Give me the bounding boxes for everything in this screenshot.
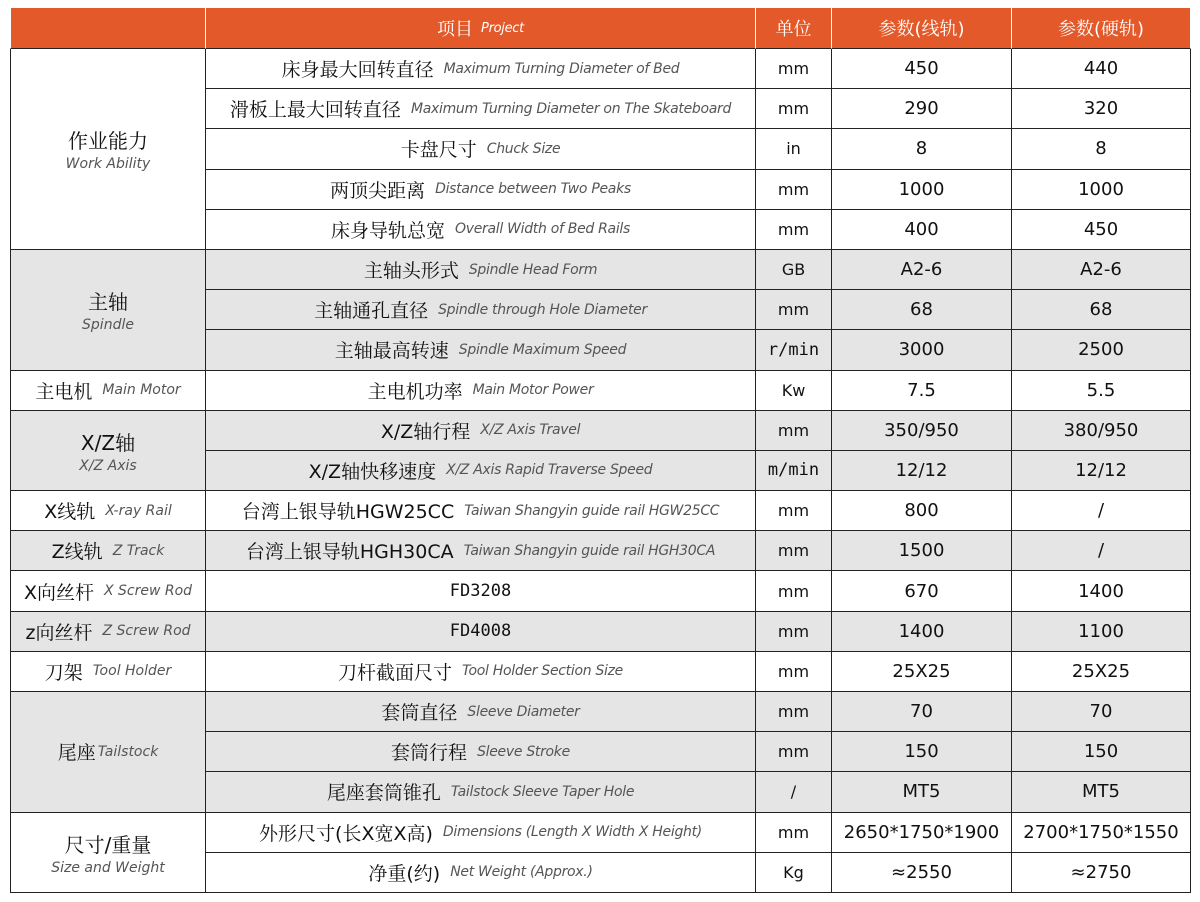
unit-cell: mm	[756, 652, 832, 692]
item-en: Maximum Turning Diameter on The Skateboard	[410, 100, 732, 117]
header-project	[206, 8, 756, 49]
param-hard-cell: 440	[1012, 49, 1191, 89]
param-linear-cell: 70	[832, 692, 1012, 732]
item-cell	[206, 49, 756, 89]
item-en: X/Z Axis Travel	[480, 422, 581, 439]
param-linear-cell: ≈2550	[832, 853, 1012, 893]
header-unit: 单位	[756, 8, 832, 49]
item-en: Spindle through Hole Diameter	[438, 301, 647, 318]
unit-cell: /	[756, 772, 832, 812]
param-linear-cell: 68	[832, 290, 1012, 330]
param-hard-cell: 12/12	[1012, 451, 1191, 491]
group-cn: 主轴	[88, 290, 128, 315]
item-en: Distance between Two Peaks	[435, 181, 631, 198]
header-project-en: Project	[481, 20, 524, 36]
group-cn: 刀架	[44, 661, 83, 684]
group-cn: 尾座	[57, 742, 96, 765]
param-hard-cell: ≈2750	[1012, 853, 1191, 893]
group-cn: 作业能力	[68, 129, 148, 154]
item-cell	[206, 652, 756, 692]
item-en: Sleeve Diameter	[467, 703, 580, 720]
param-linear-cell: 3000	[832, 330, 1012, 370]
param-hard-cell: 25X25	[1012, 652, 1191, 692]
param-linear-cell: 1500	[832, 531, 1012, 571]
param-linear-cell: 290	[832, 89, 1012, 129]
item-cn: 主电机功率	[367, 380, 463, 403]
item-cell	[206, 129, 756, 169]
param-hard-cell: 68	[1012, 290, 1191, 330]
unit-cell: mm	[756, 531, 832, 571]
item-cell	[206, 290, 756, 330]
param-linear-cell: 2650*1750*1900	[832, 813, 1012, 853]
item-cn: 台湾上银导轨HGW25CC	[241, 501, 455, 524]
unit-cell: Kg	[756, 853, 832, 893]
param-linear-cell: 8	[832, 129, 1012, 169]
unit-cell: mm	[756, 290, 832, 330]
group-en: X-ray Rail	[105, 502, 172, 519]
param-hard-cell: 1100	[1012, 612, 1191, 652]
group-tailstock	[10, 692, 206, 813]
item-en: Spindle Head Form	[468, 261, 598, 278]
group-en: Size and Weight	[51, 859, 165, 876]
group-cn: z向丝杆	[25, 621, 93, 644]
param-linear-cell: MT5	[832, 772, 1012, 812]
param-linear-cell: 450	[832, 49, 1012, 89]
item-en: Chuck Size	[486, 140, 561, 157]
group-en: Spindle	[82, 317, 134, 334]
item-cell	[206, 853, 756, 893]
header-param-linear: 参数(线轨)	[832, 8, 1012, 49]
unit-cell: mm	[756, 692, 832, 732]
item-en: Overall Width of Bed Rails	[455, 221, 630, 238]
item-cn: 主轴最高转速	[334, 340, 449, 363]
param-linear-cell: 25X25	[832, 652, 1012, 692]
item-cn: 主轴通孔直径	[314, 300, 429, 323]
unit-cell: in	[756, 129, 832, 169]
item-cell	[206, 250, 756, 290]
item-cn: 卡盘尺寸	[400, 139, 477, 162]
group-en: Tailstock	[97, 743, 159, 760]
param-hard-cell: 320	[1012, 89, 1191, 129]
item-cn: 刀杆截面尺寸	[337, 661, 452, 684]
group-cn: X/Z轴	[80, 430, 136, 455]
param-hard-cell: 5.5	[1012, 371, 1191, 411]
param-linear-cell: 150	[832, 732, 1012, 772]
group-work-ability	[10, 49, 206, 250]
item-cell	[206, 813, 756, 853]
unit-cell: mm	[756, 491, 832, 531]
item-en: Tool Holder Section Size	[462, 663, 623, 680]
item-cell	[206, 531, 756, 571]
param-hard-cell: /	[1012, 491, 1191, 531]
item-cn: 滑板上最大回转直径	[229, 99, 401, 122]
param-hard-cell: 150	[1012, 732, 1191, 772]
spec-table	[10, 8, 1191, 893]
param-hard-cell: 2700*1750*1550	[1012, 813, 1191, 853]
item-cn: 床身最大回转直径	[281, 59, 434, 82]
item-cell	[206, 612, 756, 652]
unit-cell: r/min	[756, 330, 832, 370]
item-cell	[206, 451, 756, 491]
unit-cell: mm	[756, 210, 832, 250]
group-cn: 尺寸/重量	[64, 832, 152, 857]
item-en: Net Weight (Approx.)	[450, 864, 593, 881]
group-tool-holder	[10, 652, 206, 692]
item-cn: 两顶尖距离	[330, 179, 426, 202]
unit-cell: mm	[756, 732, 832, 772]
param-linear-cell: 1000	[832, 170, 1012, 210]
group-main-motor	[10, 371, 206, 411]
header-project-cn: 项目	[437, 19, 474, 40]
group-x-screw-rod	[10, 571, 206, 611]
group-size-weight	[10, 813, 206, 893]
param-linear-cell: 7.5	[832, 371, 1012, 411]
group-xz-axis	[10, 411, 206, 491]
unit-cell: mm	[756, 170, 832, 210]
item-cn: 尾座套筒锥孔	[326, 782, 441, 805]
param-linear-cell: A2-6	[832, 250, 1012, 290]
unit-cell: mm	[756, 49, 832, 89]
item-cn: 套筒行程	[391, 742, 468, 765]
item-cn: 净重(约)	[368, 862, 441, 885]
item-en: Tailstock Sleeve Taper Hole	[450, 783, 635, 800]
group-en: Tool Holder	[92, 663, 172, 680]
group-en: Z Screw Rod	[102, 623, 191, 640]
item-cell	[206, 371, 756, 411]
group-cn: X向丝杆	[23, 581, 94, 604]
group-z-screw-rod	[10, 612, 206, 652]
group-z-track	[10, 531, 206, 571]
param-hard-cell: 1400	[1012, 571, 1191, 611]
param-hard-cell: MT5	[1012, 772, 1191, 812]
item-cn: 外形尺寸(长X宽X高)	[259, 822, 433, 845]
item-cn: X/Z轴快移速度	[308, 460, 437, 483]
item-en: Dimensions (Length X Width X Height)	[442, 824, 702, 841]
param-hard-cell: 380/950	[1012, 411, 1191, 451]
item-en: Sleeve Stroke	[477, 743, 570, 760]
item-cell	[206, 692, 756, 732]
item-cell	[206, 772, 756, 812]
param-hard-cell: A2-6	[1012, 250, 1191, 290]
group-en: X/Z Axis	[79, 457, 137, 474]
param-linear-cell: 800	[832, 491, 1012, 531]
item-cell	[206, 732, 756, 772]
group-cn: Z线轨	[51, 541, 103, 564]
unit-cell: mm	[756, 571, 832, 611]
unit-cell: mm	[756, 612, 832, 652]
item-cell	[206, 170, 756, 210]
item-cell	[206, 571, 756, 611]
item-cn: 套筒直径	[381, 702, 458, 725]
param-linear-cell: 400	[832, 210, 1012, 250]
group-cn: 主电机	[35, 380, 93, 403]
param-linear-cell: 12/12	[832, 451, 1012, 491]
group-en: Work Ability	[65, 156, 151, 173]
item-en: X/Z Axis Rapid Traverse Speed	[446, 462, 653, 479]
unit-cell: mm	[756, 411, 832, 451]
item-cn: 床身导轨总宽	[330, 219, 445, 242]
param-hard-cell: /	[1012, 531, 1191, 571]
item-cn: FD3208	[449, 581, 512, 602]
item-cn: 台湾上银导轨HGH30CA	[245, 541, 454, 564]
item-cell	[206, 330, 756, 370]
group-cn: X线轨	[44, 501, 96, 524]
group-spindle	[10, 250, 206, 371]
header-param-hard: 参数(硬轨)	[1012, 8, 1191, 49]
item-cn: FD4008	[449, 621, 512, 642]
item-cn: X/Z轴行程	[380, 420, 471, 443]
unit-cell: m/min	[756, 451, 832, 491]
param-linear-cell: 1400	[832, 612, 1012, 652]
param-linear-cell: 670	[832, 571, 1012, 611]
param-hard-cell: 1000	[1012, 170, 1191, 210]
item-en: Main Motor Power	[472, 382, 594, 399]
item-cn: 主轴头形式	[363, 260, 459, 283]
param-hard-cell: 450	[1012, 210, 1191, 250]
group-en: Main Motor	[102, 382, 181, 399]
unit-cell: Kw	[756, 371, 832, 411]
group-en: X Screw Rod	[103, 583, 193, 600]
param-hard-cell: 70	[1012, 692, 1191, 732]
group-en: Z Track	[112, 542, 165, 559]
param-linear-cell: 350/950	[832, 411, 1012, 451]
item-cell	[206, 89, 756, 129]
param-hard-cell: 8	[1012, 129, 1191, 169]
unit-cell: mm	[756, 813, 832, 853]
header-blank	[10, 8, 206, 49]
item-en: Spindle Maximum Speed	[458, 341, 627, 358]
unit-cell: mm	[756, 89, 832, 129]
item-en: Maximum Turning Diameter of Bed	[443, 60, 680, 77]
param-hard-cell: 2500	[1012, 330, 1191, 370]
item-cell	[206, 411, 756, 451]
group-x-rail	[10, 491, 206, 531]
item-cell	[206, 491, 756, 531]
unit-cell: GB	[756, 250, 832, 290]
item-en: Taiwan Shangyin guide rail HGH30CA	[463, 542, 716, 559]
item-cell	[206, 210, 756, 250]
item-en: Taiwan Shangyin guide rail HGW25CC	[464, 502, 720, 519]
